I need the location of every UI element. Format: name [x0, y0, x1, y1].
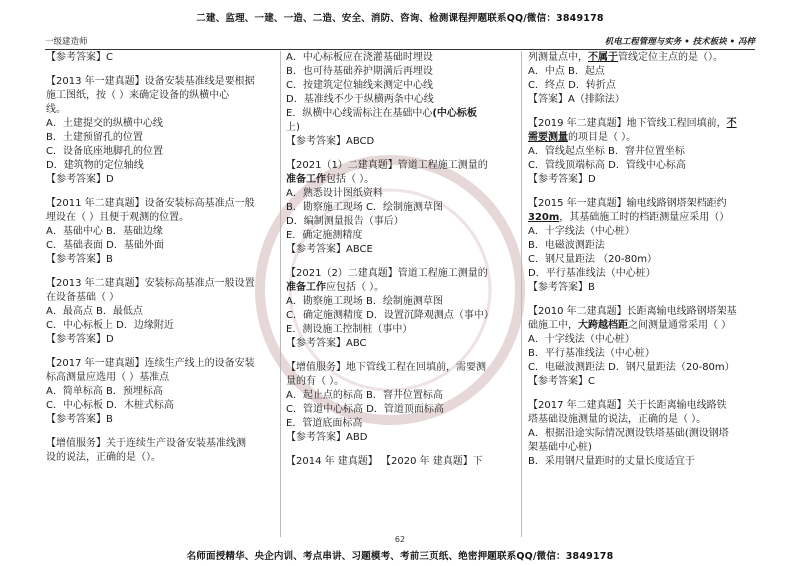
line-text: E．管道底面标高	[286, 418, 363, 429]
line-text: 【参考答案】B	[528, 282, 595, 293]
line-text: 【2019 年二建真题】地下管线工程回填前，	[528, 118, 727, 129]
text-line	[286, 229, 514, 243]
text-line	[528, 413, 758, 427]
column-middle	[286, 51, 514, 537]
text-line	[46, 253, 274, 267]
text-line	[46, 305, 274, 319]
text-line	[528, 253, 758, 267]
line-text: B．电磁波测距法	[528, 240, 605, 251]
emphasis-underline: 不	[726, 118, 737, 129]
line-text: 【2017 年二建真题】关于长距离输电线路铁	[528, 400, 727, 411]
line-text: 标高测量应选用（ ）基准点	[46, 372, 170, 383]
text-line	[46, 145, 274, 159]
text-line	[528, 239, 758, 253]
line-text: C．电磁波测距法 D．钢尺量距法（20-80m）	[528, 362, 735, 373]
bottom-banner: 名师面授精华、央企内训、考点串讲、习题模考、考前三页纸、绝密押题联系QQ/微信：3849178	[186, 551, 614, 562]
line-text: A．勘察施工现场 B．绘制施测草图	[286, 296, 443, 307]
line-text: 上)	[286, 122, 300, 133]
text-line	[46, 89, 274, 103]
line-text: A．基础中心 B．基础边缘	[46, 226, 163, 237]
line-text: A．中心标板应在浇灌基础时埋设	[286, 52, 433, 63]
running-head-right: 机电工程管理与实务 • 技术板块 • 冯梓	[604, 37, 755, 47]
text-line	[528, 333, 758, 347]
line-text: C．基础表面 D．基础外面	[46, 240, 164, 251]
text-line	[46, 319, 274, 333]
line-text: E．测设施工控制桩（事中）	[286, 324, 413, 335]
line-text: A．简单标高 B．预埋标高	[46, 386, 163, 397]
emphasis-underline: 需要测量	[528, 132, 568, 143]
text-line	[46, 103, 274, 117]
paragraph-gap	[286, 445, 514, 455]
text-line	[528, 347, 758, 361]
line-text: B．土建预留孔的位置	[46, 132, 143, 143]
text-line	[528, 225, 758, 239]
text-line	[46, 225, 274, 239]
line-text-after: 的项目是（ ）。	[568, 132, 637, 143]
line-text-after: 应包括（ ）。	[326, 282, 385, 293]
line-text: B．平行基准线法（中心桩）	[528, 348, 655, 359]
line-text: 【2014 年 建真题】 【2020 年 建真题】下	[286, 456, 483, 467]
line-text: 【参考答案】ABCD	[286, 136, 375, 147]
line-text-after: 之间测量通常采用（ ）	[628, 320, 732, 331]
line-text: C．管线顶端标高 D．管线中心标高	[528, 160, 686, 171]
text-line	[286, 173, 514, 187]
column-left	[46, 51, 274, 537]
line-text: B．采用钢尺量距时的丈量长度适宜于	[528, 456, 695, 467]
line-text: D．平行基准线法（中心桩）	[528, 268, 656, 279]
paragraph-gap	[46, 427, 274, 437]
line-text: A．起止点的标高 B．窨井位置标高	[286, 390, 443, 401]
line-text: 【2021（2）二建真题】管道工程施工测量的	[286, 268, 488, 279]
text-line	[286, 201, 514, 215]
line-text: C．中心标板 D．木桩式标高	[46, 400, 174, 411]
line-text: 【2015 年一建真题】输电线路钢塔架档距约	[528, 198, 727, 209]
text-line	[46, 277, 274, 291]
line-text: C．终点 D．转折点	[528, 80, 616, 91]
line-text: C．管道中心标高 D．管道顶面标高	[286, 404, 444, 415]
line-text: 【2021（1）二建真题】管道工程施工测量的	[286, 160, 488, 171]
running-head-left: 一级建造师	[45, 37, 88, 47]
line-text: C．设备底座地脚孔的位置	[46, 146, 163, 157]
text-line	[286, 243, 514, 257]
text-line	[286, 375, 514, 389]
page-number: 62	[394, 535, 406, 544]
line-text: D．建筑物的定位轴线	[46, 160, 144, 171]
paragraph-gap	[46, 65, 274, 75]
text-line	[528, 159, 758, 173]
text-line	[46, 385, 274, 399]
line-text: 【参考答案】ABC	[286, 338, 367, 349]
emphasis-bold: (中心标板	[432, 108, 477, 119]
line-text: 【参考答案】C	[528, 376, 595, 387]
text-line	[286, 121, 514, 135]
text-line	[528, 455, 758, 469]
line-text: 础施工中，	[528, 320, 578, 331]
line-text: A．最高点 B．最低点	[46, 306, 143, 317]
emphasis-bold: 大跨越档距	[578, 320, 628, 331]
text-line	[528, 211, 758, 225]
text-line	[46, 117, 274, 131]
text-line	[528, 267, 758, 281]
text-line	[286, 159, 514, 173]
line-text: 【增值服务】地下管线工程在回填前，需要测	[286, 362, 486, 373]
line-text: 【参考答案】D	[528, 174, 596, 185]
line-text: 【2013 年二建真题】安装标高基准点一般设置	[46, 278, 255, 289]
text-line	[286, 295, 514, 309]
line-text: C．确定施测精度 D．设置沉降观测点（事中）	[286, 310, 494, 321]
paragraph-gap	[528, 187, 758, 197]
line-text: 【2010 年二建真题】长距离输电线路钢塔架基	[528, 306, 737, 317]
text-line	[46, 291, 274, 305]
line-text: 【参考答案】ABCE	[286, 244, 373, 255]
line-text: C．中心标板上 D．边缘附近	[46, 320, 174, 331]
line-text: 施工图纸，按（ ）来确定设备的纵横中心	[46, 90, 230, 101]
line-text: 在设备基础（ ）	[46, 292, 120, 303]
text-line	[286, 337, 514, 351]
text-line	[46, 357, 274, 371]
text-line	[528, 93, 758, 107]
emphasis-bold: 准备工作	[286, 174, 326, 185]
paragraph-gap	[46, 267, 274, 277]
text-line	[528, 51, 758, 65]
text-line	[528, 281, 758, 295]
text-line	[286, 51, 514, 65]
text-line	[528, 427, 758, 441]
text-line	[46, 197, 274, 211]
text-line	[528, 65, 758, 79]
text-line	[286, 309, 514, 323]
text-line	[286, 79, 514, 93]
text-line	[46, 371, 274, 385]
text-line	[46, 51, 274, 65]
text-line	[46, 131, 274, 145]
line-text-after: 管线定位主点的是（）。	[618, 52, 723, 63]
line-text: 【参考答案】C	[46, 52, 113, 63]
text-line	[528, 117, 758, 131]
line-text: 【2013 年一建真题】设备安装基准线是要根据	[46, 76, 255, 87]
paragraph-gap	[286, 351, 514, 361]
line-text: 线。	[46, 104, 66, 115]
column-right	[528, 51, 758, 537]
line-text: A．根据沿途实际情况测设铁塔基础(测设钢塔	[528, 428, 729, 439]
line-text: 【参考答案】ABD	[286, 432, 368, 443]
line-text: 量的有（ ）。	[286, 376, 345, 387]
paragraph-gap	[528, 107, 758, 117]
text-line	[286, 389, 514, 403]
line-text: D．编制测量报告（事后）	[286, 216, 404, 227]
text-line	[286, 431, 514, 445]
text-line	[528, 375, 758, 389]
text-line	[286, 361, 514, 375]
column-divider	[521, 51, 522, 537]
emphasis-bold: 准备工作	[286, 282, 326, 293]
line-text: C．钢尺量距法 （20-80m）	[528, 254, 657, 265]
text-line	[528, 131, 758, 145]
line-text: 【2017 年一建真题】连续生产线上的设备安装	[46, 358, 255, 369]
line-text: B．勘察施工现场 C．绘制施测草图	[286, 202, 444, 213]
paragraph-gap	[528, 389, 758, 399]
line-text: 【参考答案】B	[46, 254, 113, 265]
line-text: 埋设在（ ）且便于观测的位置。	[46, 212, 190, 223]
paragraph-gap	[46, 187, 274, 197]
top-banner: 二建、监理、一建、一造、二造、安全、消防、咨询、检测课程押题联系QQ/微信：3849178	[196, 13, 604, 24]
line-text: 设的说法，正确的是（）。	[46, 452, 161, 463]
paragraph-gap	[46, 347, 274, 357]
paragraph-gap	[528, 295, 758, 305]
paragraph-gap	[286, 257, 514, 267]
text-line	[286, 455, 514, 469]
line-text-after: 包括（ ）。	[326, 174, 375, 185]
text-line	[46, 159, 274, 173]
paragraph-gap	[286, 149, 514, 159]
line-text: A．中点 B．起点	[528, 66, 605, 77]
line-text: B．也可待基础养护期满后再埋设	[286, 66, 433, 77]
text-line	[528, 79, 758, 93]
text-line	[528, 399, 758, 413]
text-line	[528, 305, 758, 319]
line-text: E．纵横中心线需标注在基础中心	[286, 108, 433, 119]
text-line	[46, 173, 274, 187]
emphasis-underline: 320m	[528, 212, 560, 223]
line-text: D．基准线不少于纵横两条中心线	[286, 94, 434, 105]
text-line	[46, 399, 274, 413]
line-text-after: ，其基础施工时的档距测量应采用（）	[559, 212, 730, 223]
text-line	[528, 173, 758, 187]
text-line	[286, 65, 514, 79]
line-text: 【2011 年二建真题】设备安装标高基准点一般	[46, 198, 255, 209]
line-text: 【参考答案】D	[46, 334, 114, 345]
text-line	[286, 187, 514, 201]
text-line	[286, 403, 514, 417]
line-text: C．按建筑定位轴线来测定中心线	[286, 80, 433, 91]
line-text: 【参考答案】B	[46, 414, 113, 425]
running-head	[45, 35, 755, 50]
line-text: E．确定施测精度	[286, 230, 363, 241]
text-line	[528, 361, 758, 375]
line-text: A．熟悉设计图纸资料	[286, 188, 383, 199]
text-line	[46, 333, 274, 347]
text-line	[46, 451, 274, 465]
line-text: A．十字线法（中心桩）	[528, 226, 635, 237]
text-line	[528, 319, 758, 333]
line-text: A．土建提交的纵横中心线	[46, 118, 163, 129]
text-line	[286, 107, 514, 121]
text-line	[286, 417, 514, 431]
line-text: 【答案】A（排除法）	[528, 94, 625, 105]
line-text: A．管线起点坐标 B．窨井位置坐标	[528, 146, 685, 157]
text-line	[528, 197, 758, 211]
text-line	[286, 135, 514, 149]
text-line	[286, 93, 514, 107]
column-divider	[280, 51, 281, 537]
line-text: 【参考答案】D	[46, 174, 114, 185]
text-line	[286, 215, 514, 229]
line-text: 【增值服务】关于连续生产设备安装基准线测	[46, 438, 246, 449]
line-text: 列测量点中，	[528, 52, 588, 63]
text-line	[286, 267, 514, 281]
text-line	[46, 437, 274, 451]
line-text: 架基础中心桩)	[528, 442, 592, 453]
line-text: 塔基础设施测量的说法，正确的是（ ）。	[528, 414, 707, 425]
text-line	[528, 441, 758, 455]
text-line	[528, 145, 758, 159]
text-line	[46, 75, 274, 89]
text-line	[46, 413, 274, 427]
emphasis-underline: 不属于	[588, 52, 618, 63]
text-line	[286, 323, 514, 337]
line-text: A．十字线法（中心桩）	[528, 334, 635, 345]
text-line	[46, 211, 274, 225]
text-line	[46, 239, 274, 253]
text-line	[286, 281, 514, 295]
